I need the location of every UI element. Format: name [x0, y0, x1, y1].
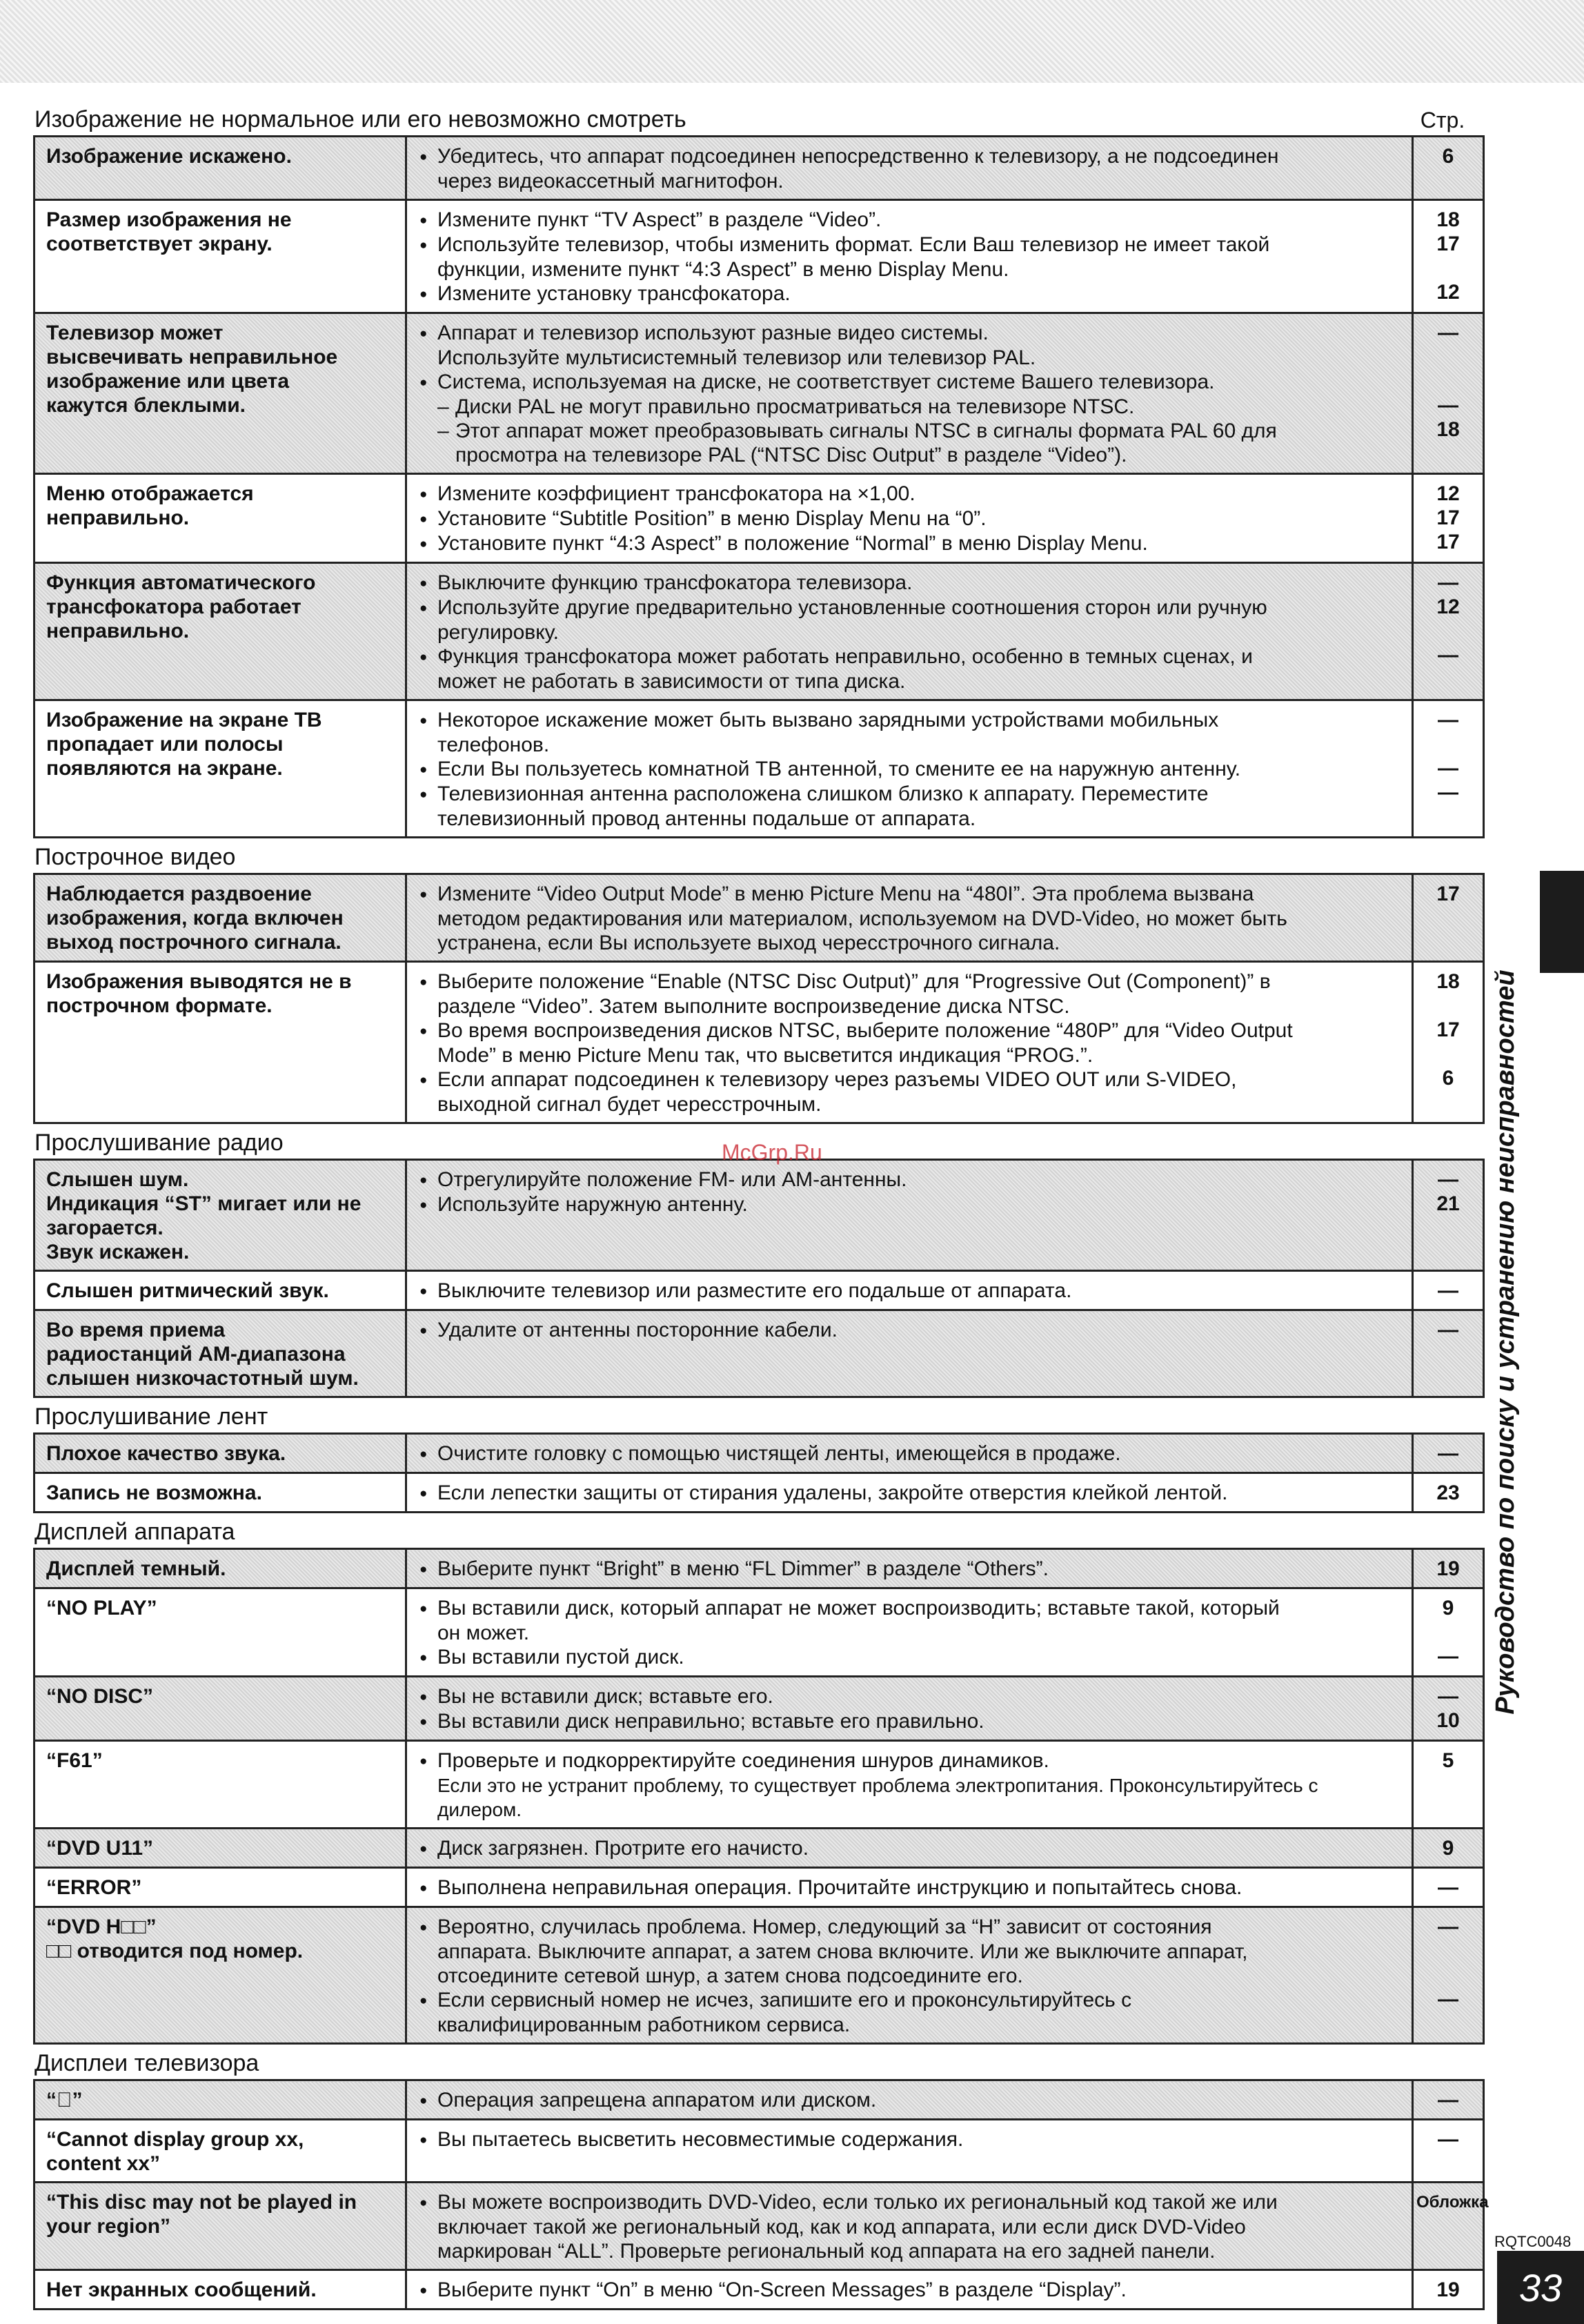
watermark: McGrp.Ru	[722, 1140, 822, 1165]
troubleshooting-table	[33, 1548, 1485, 2045]
page-ref	[1416, 1090, 1480, 1114]
page-ref: 5	[1442, 1749, 1454, 1772]
page-ref: —	[1438, 1319, 1458, 1341]
problem-text: слышен низкочастотный шум.	[46, 1367, 359, 1390]
page-ref: 21	[1436, 1192, 1460, 1215]
solution-cell	[406, 1868, 1413, 1907]
page-ref	[1416, 168, 1480, 193]
table-row	[34, 1907, 1484, 2044]
page-ref-cell	[1413, 313, 1484, 474]
page-ref: —	[1438, 644, 1458, 667]
page-ref	[1416, 1963, 1480, 1987]
page-ref-cell	[1413, 1271, 1484, 1310]
problem-cell	[34, 2270, 406, 2310]
problem-text: “ERROR”	[46, 1876, 142, 1899]
problem-text: Запись не возможна.	[46, 1481, 262, 1504]
problem-text: появляются на экране.	[46, 757, 283, 780]
page-ref: —	[1438, 1279, 1458, 1302]
problem-cell	[34, 1868, 406, 1907]
page-ref-cell	[1413, 1868, 1484, 1907]
section-header	[33, 1398, 1485, 1432]
solution-text: ● Если сервисный номер не исчез, запишите его и проконсультируйтесь с	[419, 1988, 1402, 2013]
page-number	[1497, 2251, 1584, 2324]
solution-text: ● Если аппарат подсоединен к телевизору через разъемы VIDEO OUT или S-VIDEO,	[419, 1067, 1402, 1092]
solution-text: просмотра на телевизоре PAL (“NTSC Disc Output” в разделе “Video”).	[455, 444, 1127, 466]
solution-cell	[406, 962, 1413, 1123]
solution-cell	[406, 2080, 1413, 2120]
page-ref	[1416, 345, 1480, 369]
troubleshooting-table	[33, 1159, 1485, 1398]
table-row	[34, 1741, 1484, 1829]
solution-cell	[406, 1310, 1413, 1397]
problem-text: Наблюдается раздвоение	[46, 883, 312, 905]
solution-cell	[406, 2183, 1413, 2270]
problem-cell	[34, 2183, 406, 2270]
solution-text: ● Вы вставили пустой диск.	[419, 1645, 1402, 1670]
solution-text: выходной сигнал будет чересстрочным.	[437, 1093, 822, 1116]
page-ref-cell	[1413, 2080, 1484, 2120]
solution-cell	[406, 137, 1413, 200]
solution-text: Используйте мультисистемный телевизор или телевизор PAL.	[437, 346, 1036, 369]
page-ref-cell	[1413, 474, 1484, 563]
section-header	[33, 2045, 1485, 2079]
solution-cell	[406, 1271, 1413, 1310]
solution-text: ● Вы не вставили диск; вставьте его.	[419, 1684, 1402, 1709]
solution-text: ● Удалите от антенны посторонние кабели.	[419, 1318, 1402, 1343]
problem-text: “DVD U11”	[46, 1837, 154, 1860]
page-ref: —	[1438, 1685, 1458, 1708]
section-header	[33, 1513, 1485, 1548]
problem-cell	[34, 962, 406, 1123]
page-ref: 17	[1436, 506, 1460, 529]
solution-cell	[406, 1473, 1413, 1513]
problem-text: радиостанций АМ-диапазона	[46, 1343, 346, 1366]
solution-text: ● Выберите положение “Enable (NTSC Disc Output)” для “Progressive Out (Component)” в	[419, 969, 1402, 994]
page-ref-cell	[1413, 1473, 1484, 1513]
page-ref: —	[1438, 757, 1458, 780]
page-ref: 17	[1436, 883, 1460, 905]
page-ref: 12	[1436, 281, 1460, 304]
problem-text: высвечивать неправильное	[46, 346, 338, 368]
solution-text: – Этот аппарат может преобразовывать сигналы NTSC в сигналы формата PAL 60 для	[419, 419, 1402, 443]
problem-text: Слышен ритмический звук.	[46, 1279, 329, 1302]
table-row	[34, 313, 1484, 474]
table-row	[34, 1271, 1484, 1310]
page-ref: 9	[1442, 1837, 1454, 1860]
page-ref: —	[1438, 1168, 1458, 1191]
problem-text: Индикация “ST” мигает или не	[46, 1192, 362, 1215]
solution-text: – Диски PAL не могут правильно просматриваться на телевизоре NTSC.	[419, 395, 1402, 419]
solution-text: функции, измените пункт “4:3 Aspect” в меню Display Menu.	[437, 258, 1009, 281]
page-ref: —	[1438, 1442, 1458, 1465]
page-ref-cell	[1413, 1549, 1484, 1588]
side-section-label: Руководство по поиску и устранению неисправностей	[1491, 969, 1520, 1715]
page-ref: 23	[1436, 1481, 1460, 1504]
problem-text: трансфокатора работает	[46, 595, 301, 618]
solution-text: ● Вы пытаетесь высветить несовместимые содержания.	[419, 2127, 1402, 2152]
solution-cell	[406, 874, 1413, 962]
problem-cell	[34, 563, 406, 700]
problem-cell	[34, 1271, 406, 1310]
problem-cell	[34, 1473, 406, 1513]
solution-cell	[406, 563, 1413, 700]
problem-text: соответствует экрану.	[46, 233, 273, 255]
document-code: RQTC0048	[1494, 2233, 1572, 2250]
solution-text: телефонов.	[437, 733, 550, 756]
solution-text: ● Вы вставили диск, который аппарат не может воспроизводить; вставьте такой, который	[419, 1596, 1402, 1621]
solution-text: ● Операция запрещена аппаратом или диском.	[419, 2088, 1402, 2113]
page-ref	[1416, 1042, 1480, 1066]
solution-text: ● Во время воспроизведения дисков NTSC, выберите положение “480P” для “Video Output	[419, 1018, 1402, 1043]
solution-text: ● Аппарат и телевизор используют разные видео системы.	[419, 321, 1402, 346]
problem-cell	[34, 700, 406, 838]
table-row	[34, 1310, 1484, 1397]
page-ref-cell	[1413, 962, 1484, 1123]
solution-text: ● Измените “Video Output Mode” в меню Picture Menu на “480I”. Эта проблема вызвана	[419, 882, 1402, 907]
problem-text: content xx”	[46, 2152, 161, 2175]
problem-cell	[34, 1677, 406, 1741]
page-ref	[1416, 930, 1480, 954]
table-row	[34, 874, 1484, 962]
page-ref-cell	[1413, 1741, 1484, 1829]
solution-text: ● Вы можете воспроизводить DVD-Video, если только их региональный код такой же или	[419, 2190, 1402, 2215]
page-ref: 9	[1442, 1597, 1454, 1619]
table-row	[34, 1434, 1484, 1473]
problem-cell	[34, 313, 406, 474]
page-ref	[1416, 619, 1480, 643]
page-ref-cell	[1413, 1434, 1484, 1473]
problem-cell	[34, 1549, 406, 1588]
page-ref-cell	[1413, 1310, 1484, 1397]
section-title: Дисплеи телевизора	[34, 2050, 259, 2076]
page-ref: 17	[1436, 233, 1460, 255]
solution-cell	[406, 2270, 1413, 2310]
section-header	[33, 838, 1485, 873]
solution-text: ● Выполнена неправильная операция. Прочитайте инструкцию и попытайтесь снова.	[419, 1875, 1402, 1900]
page-ref: —	[1438, 394, 1458, 417]
problem-text: your region”	[46, 2215, 171, 2238]
solution-text: методом редактирования или материалом, используемом на DVD-Video, но может быть	[437, 907, 1287, 930]
problem-cell	[34, 200, 406, 313]
page-ref: 17	[1436, 531, 1460, 553]
page-ref-cell	[1413, 1677, 1484, 1741]
page-ref: —	[1438, 322, 1458, 344]
solution-text: он может.	[437, 1622, 530, 1644]
table-row	[34, 1829, 1484, 1868]
solution-text: ● Выключите функцию трансфокатора телевизора.	[419, 571, 1402, 595]
problem-text: Плохое качество звука.	[46, 1442, 286, 1465]
solution-text: ● Используйте телевизор, чтобы изменить формат. Если Ваш телевизор не имеет такой	[419, 233, 1402, 257]
solution-cell	[406, 1549, 1413, 1588]
solution-cell	[406, 1434, 1413, 1473]
table-row	[34, 700, 1484, 838]
section-title: Изображение не нормальное или его невозможно смотреть	[34, 106, 686, 132]
table-row	[34, 1160, 1484, 1271]
page-ref-cell	[1413, 2120, 1484, 2183]
page-ref: —	[1438, 1876, 1458, 1899]
problem-text: □□ отводится под номер.	[46, 1940, 304, 1962]
problem-text: “Cannot display group xx,	[46, 2128, 304, 2151]
page-ref-cell	[1413, 1829, 1484, 1868]
solution-text: регулировку.	[437, 621, 560, 644]
problem-cell	[34, 1310, 406, 1397]
solution-cell	[406, 1160, 1413, 1271]
page-ref	[1416, 442, 1480, 466]
page-ref: 18	[1436, 208, 1460, 231]
troubleshooting-table	[33, 2079, 1489, 2310]
solution-text: ● Выключите телевизор или разместите его подальше от аппарата.	[419, 1279, 1402, 1303]
solution-text: ● Установите пункт “4:3 Aspect” в положение “Normal” в меню Display Menu.	[419, 531, 1402, 556]
table-row	[34, 1588, 1484, 1677]
page-ref-cell	[1413, 874, 1484, 962]
problem-text: кажутся блеклыми.	[46, 394, 246, 417]
solution-cell	[406, 1677, 1413, 1741]
page-ref	[1416, 2214, 1480, 2238]
problem-cell	[34, 1741, 406, 1829]
page-ref: —	[1438, 781, 1458, 804]
problem-text: построчном формате.	[46, 994, 273, 1017]
page-ref: 18	[1436, 970, 1460, 993]
problem-text: Слышен шум.	[46, 1168, 189, 1191]
page-ref: —	[1438, 1916, 1458, 1938]
page-ref-cell	[1413, 700, 1484, 838]
table-row	[34, 474, 1484, 563]
problem-cell	[34, 2120, 406, 2183]
page-ref: 19	[1436, 1557, 1460, 1580]
solution-text: дилером.	[437, 1799, 522, 1820]
solution-text: через видеокассетный магнитофон.	[437, 170, 784, 193]
problem-text: Нет экранных сообщений.	[46, 2278, 317, 2301]
solution-text: отсоедините сетевой шнур, а затем снова подсоедините его.	[437, 1964, 1023, 1987]
page-ref	[1416, 369, 1480, 393]
page-ref: 12	[1436, 595, 1460, 618]
problem-text: Изображения выводятся не в	[46, 970, 352, 993]
page-ref	[1416, 2011, 1480, 2036]
troubleshooting-table	[33, 135, 1485, 838]
solution-text: ● Измените установку трансфокатора.	[419, 282, 1402, 306]
page-ref-cell	[1413, 137, 1484, 200]
solution-text: ● Очистите головку с помощью чистящей ленты, имеющейся в продаже.	[419, 1441, 1402, 1466]
solution-cell	[406, 700, 1413, 838]
problem-cell	[34, 1829, 406, 1868]
page-ref	[1416, 1796, 1480, 1820]
solution-text: ● Вы вставили диск неправильно; вставьте его правильно.	[419, 1709, 1402, 1734]
page-ref: 19	[1436, 2278, 1460, 2301]
problem-text: “NO PLAY”	[46, 1597, 157, 1619]
solution-cell	[406, 200, 1413, 313]
problem-text: изображения, когда включен	[46, 907, 344, 929]
page-ref-cell	[1413, 200, 1484, 313]
page-ref	[1416, 256, 1480, 280]
solution-text: устранена, если Вы используете выход чересстрочного сигнала.	[437, 932, 1060, 954]
section-title: Прослушивание радио	[34, 1130, 284, 1156]
problem-text: “NO DISC”	[46, 1685, 154, 1708]
page-ref: —	[1438, 571, 1458, 594]
solution-text: ● Диск загрязнен. Протрите его начисто.	[419, 1836, 1402, 1861]
page-ref: 6	[1442, 1067, 1454, 1090]
solution-text: аппарата. Выключите аппарат, а затем снова включите. Или же выключите аппарат,	[437, 1940, 1248, 1963]
problem-text: Меню отображается	[46, 482, 254, 505]
solution-text: ● Если Вы пользуетесь комнатной ТВ антенной, то смените ее на наружную антенну.	[419, 757, 1402, 782]
page-ref	[1416, 732, 1480, 756]
problem-text: Изображение искажено.	[46, 145, 292, 168]
solution-text: может не работать в зависимости от типа диска.	[437, 670, 906, 693]
problem-text: Телевизор может	[46, 322, 224, 344]
solution-text: ● Измените пункт “TV Aspect” в разделе “Video”.	[419, 208, 1402, 233]
page-column-label: Стр.	[1420, 108, 1465, 132]
problem-cell	[34, 1588, 406, 1677]
problem-text: Звук искажен.	[46, 1241, 190, 1263]
table-row	[34, 563, 1484, 700]
solution-cell	[406, 474, 1413, 563]
problem-text: “DVD H□□”	[46, 1916, 157, 1938]
solution-text: ● Некоторое искажение может быть вызвано зарядными устройствами мобильных	[419, 708, 1402, 733]
page-ref: 17	[1436, 1018, 1460, 1041]
problem-text: выход построчного сигнала.	[46, 931, 341, 954]
table-row	[34, 962, 1484, 1123]
page-ref: —	[1438, 709, 1458, 731]
page-ref: —	[1438, 1645, 1458, 1668]
solution-text: ● Убедитесь, что аппарат подсоединен непосредственно к телевизору, а не подсоединен	[419, 144, 1402, 169]
top-halftone-band	[0, 0, 1584, 83]
solution-text: Если это не устранит проблему, то существует проблема электропитания. Проконсультируйтесь с	[437, 1775, 1318, 1796]
table-row	[34, 2270, 1484, 2310]
table-row	[34, 200, 1484, 313]
problem-text: Функция автоматического	[46, 571, 316, 594]
solution-text: ● Установите “Subtitle Position” в меню Display Menu на “0”.	[419, 506, 1402, 531]
page-ref: Обложка	[1416, 2193, 1489, 2212]
table-row	[34, 137, 1484, 200]
problem-text: неправильно.	[46, 620, 190, 642]
troubleshooting-table	[33, 873, 1485, 1124]
problem-text: “⃠”	[46, 2089, 83, 2111]
table-row	[34, 1473, 1484, 1513]
solution-text: включает такой же региональный код, как и код аппарата, или если диск DVD-Video	[437, 2216, 1246, 2238]
page-ref-cell	[1413, 1907, 1484, 2044]
problem-text: Изображение на экране ТВ	[46, 709, 322, 731]
problem-text: “This disc may not be played in	[46, 2191, 357, 2214]
problem-text: загорается.	[46, 1217, 164, 1239]
page-ref: 6	[1442, 145, 1454, 168]
page-ref-cell	[1413, 1588, 1484, 1677]
page-ref-cell	[1413, 2183, 1489, 2270]
problem-text: Размер изображения не	[46, 208, 292, 231]
page-ref-cell	[1413, 563, 1484, 700]
page-ref-cell	[1413, 2270, 1484, 2310]
problem-cell	[34, 1907, 406, 2044]
side-tab-marker	[1540, 871, 1584, 973]
solution-text: Mode” в меню Picture Menu так, что высветится индикация “PROG.”.	[437, 1044, 1093, 1067]
page-ref: —	[1438, 2089, 1458, 2111]
solution-cell	[406, 2120, 1413, 2183]
page-ref	[1416, 1939, 1480, 1963]
section-header	[33, 101, 1485, 135]
solution-text: ● Используйте наружную антенну.	[419, 1192, 1402, 1217]
solution-text: ● Измените коэффициент трансфокатора на ×1,00.	[419, 482, 1402, 506]
page-ref	[1416, 1773, 1480, 1796]
solution-text: квалифицированным работником сервиса.	[437, 2013, 851, 2036]
page-ref: 12	[1436, 482, 1460, 505]
page-ref: —	[1438, 1988, 1458, 2011]
problem-text: Дисплей темный.	[46, 1557, 226, 1580]
solution-text: ● Функция трансфокатора может работать неправильно, особенно в темных сценах, и	[419, 644, 1402, 669]
table-row	[34, 1677, 1484, 1741]
page-ref	[1416, 1620, 1480, 1644]
solution-text: ● Выберите пункт “Bright” в меню “FL Dimmer” в разделе “Others”.	[419, 1557, 1402, 1582]
problem-text: Во время приема	[46, 1319, 226, 1341]
page-ref-cell	[1413, 1160, 1484, 1271]
page-ref	[1416, 805, 1480, 829]
table-row	[34, 1868, 1484, 1907]
solution-cell	[406, 313, 1413, 474]
page-ref: 18	[1436, 418, 1460, 441]
problem-cell	[34, 474, 406, 563]
page-ref: 10	[1436, 1709, 1460, 1732]
problem-cell	[34, 1434, 406, 1473]
problem-text: пропадает или полосы	[46, 733, 284, 756]
section-title: Построчное видео	[34, 844, 236, 870]
section-title: Прослушивание лент	[34, 1404, 268, 1430]
problem-text: “F61”	[46, 1749, 103, 1772]
solution-text: ● Проверьте и подкорректируйте соединения шнуров динамиков.	[419, 1749, 1402, 1773]
table-row	[34, 2183, 1484, 2270]
problem-text: неправильно.	[46, 506, 190, 529]
solution-text: маркирован “ALL”. Проверьте региональный код аппарата на его задней панели.	[437, 2240, 1216, 2263]
page-ref: —	[1438, 2128, 1458, 2151]
solution-cell	[406, 1741, 1413, 1829]
problem-cell	[34, 2080, 406, 2120]
troubleshooting-content	[33, 101, 1489, 2310]
page-ref	[1416, 2238, 1480, 2263]
page-ref	[1416, 667, 1480, 691]
solution-cell	[406, 1907, 1413, 2044]
problem-cell	[34, 874, 406, 962]
solution-cell	[406, 1829, 1413, 1868]
section-title: Дисплей аппарата	[34, 1519, 235, 1545]
solution-text: ● Вероятно, случилась проблема. Номер, следующий за “H” зависит от состояния	[419, 1915, 1402, 1940]
troubleshooting-table	[33, 1432, 1485, 1513]
solution-text: ● Телевизионная антенна расположена слишком близко к аппарату. Переместите	[419, 782, 1402, 807]
table-row	[34, 1549, 1484, 1588]
table-row	[34, 2120, 1484, 2183]
problem-text: изображение или цвета	[46, 370, 290, 393]
page-number-text: 33	[1518, 2265, 1563, 2310]
solution-text: телевизионный провод антенны подальше от аппарата.	[437, 807, 976, 830]
page-ref	[1416, 906, 1480, 930]
solution-text: разделе “Video”. Затем выполните воспроизведение диска NTSC.	[437, 995, 1070, 1018]
problem-cell	[34, 137, 406, 200]
solution-text: ● Отрегулируйте положение FM- или AM-антенны.	[419, 1168, 1402, 1192]
solution-text: ● Если лепестки защиты от стирания удалены, закройте отверстия клейкой лентой.	[419, 1481, 1402, 1506]
solution-text: ● Выберите пункт “On” в меню “On-Screen Messages” в разделе “Display”.	[419, 2278, 1402, 2303]
page-ref	[1416, 994, 1480, 1018]
table-row	[34, 2080, 1484, 2120]
solution-cell	[406, 1588, 1413, 1677]
solution-text: ● Система, используемая на диске, не соответствует системе Вашего телевизора.	[419, 370, 1402, 395]
solution-text: ● Используйте другие предварительно установленные соотношения сторон или ручную	[419, 595, 1402, 620]
problem-cell	[34, 1160, 406, 1271]
